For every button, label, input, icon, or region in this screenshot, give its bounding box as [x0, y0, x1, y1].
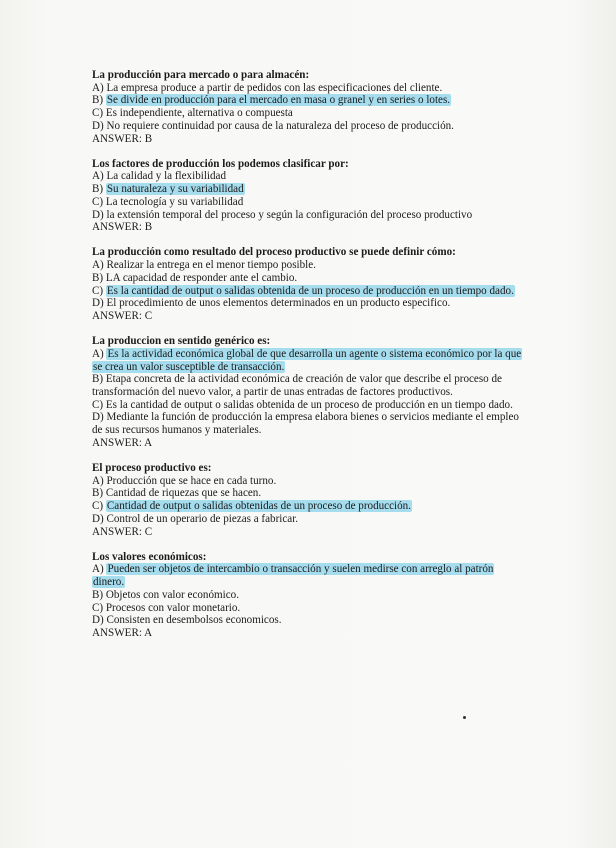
option-b [92, 94, 522, 107]
option-a [92, 259, 522, 272]
option-letter: B) [92, 94, 106, 107]
option-letter: A) [92, 170, 107, 183]
option-letter: A) [92, 347, 107, 360]
option-text: Es la cantidad de output o salidas obtenida de un proceso de producción en un tiempo dado. [105, 398, 513, 411]
option-c [92, 399, 522, 412]
option-text: Objetos con valor económico. [105, 588, 239, 601]
option-b [92, 487, 522, 500]
answer-line: ANSWER: A [92, 626, 153, 639]
question-block [92, 69, 522, 145]
option-letter: D) [92, 208, 107, 221]
question-block [92, 335, 522, 449]
option-text: Producción que se hace en cada turno. [106, 474, 277, 487]
question-title: Los factores de producción los podemos clasificar por: [92, 157, 349, 170]
option-text: No requiere continuidad por causa de la naturaleza del proceso de producción. [106, 119, 454, 132]
option-letter: D) [92, 512, 107, 525]
question-block [92, 462, 522, 538]
question-title: La produccion en sentido genérico es: [92, 335, 271, 348]
option-letter: C) [92, 107, 106, 120]
option-text: Cantidad de riquezas que se hacen. [105, 487, 262, 500]
option-letter: B) [92, 487, 106, 500]
option-d [92, 614, 522, 627]
option-d [92, 411, 522, 436]
option-c [92, 602, 522, 615]
option-d [92, 120, 522, 133]
option-b [92, 589, 522, 602]
option-letter: A) [92, 81, 107, 94]
option-letter: D) [92, 297, 107, 310]
option-text-highlighted: Se divide en producción para el mercado en masa o granel y en series o lotes. [106, 94, 451, 107]
option-letter: D) [92, 411, 107, 424]
option-c [92, 285, 522, 298]
option-text: Procesos con valor monetario. [105, 601, 241, 614]
option-letter: B) [92, 271, 106, 284]
option-letter: C) [92, 601, 106, 614]
answer-line: ANSWER: B [92, 132, 153, 145]
option-text-highlighted: Es la cantidad de output o salidas obtenida de un proceso de producción en un tiempo dado. [106, 284, 514, 297]
ink-speck [463, 716, 466, 719]
option-text: Etapa concreta de la actividad económica de creación de valor que describe el proceso de transformación del nuevo valor, a partir de unas entradas de factores productivos. [92, 373, 502, 398]
option-text: LA capacidad de responder ante el cambio. [105, 271, 298, 284]
option-text: Realizar la entrega en el menor tiempo posible. [106, 259, 316, 272]
option-text-highlighted: Cantidad de output o salidas obtenidas de un proceso de producción. [106, 500, 411, 513]
option-b [92, 183, 522, 196]
option-letter: C) [92, 284, 106, 297]
option-letter: C) [92, 398, 106, 411]
option-a [92, 82, 522, 95]
option-c [92, 196, 522, 209]
option-text-highlighted: Pueden ser objetos de intercambio o transacción y suelen medirse con arreglo al patrón dinero. [93, 563, 494, 589]
option-letter: B) [92, 373, 106, 386]
option-b [92, 373, 522, 398]
option-letter: B) [92, 588, 106, 601]
option-text: la extensión temporal del proceso y según la configuración del proceso productivo [106, 208, 473, 221]
option-text-highlighted: Su naturaleza y su variabilidad [106, 183, 244, 196]
option-a [92, 563, 522, 588]
question-block [92, 551, 522, 640]
option-text-highlighted: Es la actividad económica global de que desarrolla un agente o sistema económico por la que se crea un valor susceptible de transacción. [93, 347, 522, 373]
option-a [92, 170, 522, 183]
answer-line: ANSWER: C [92, 525, 153, 538]
answer-line: ANSWER: C [92, 309, 153, 322]
option-letter: B) [92, 183, 106, 196]
question-block [92, 158, 522, 234]
answer-line: ANSWER: A [92, 436, 153, 449]
option-text: Consisten en desembolsos economicos. [106, 614, 282, 627]
question-title: El proceso productivo es: [92, 461, 212, 474]
question-block [92, 246, 522, 322]
option-c [92, 500, 522, 513]
option-text: Es independiente, alternativa o compuesta [105, 107, 293, 120]
question-title: La producción como resultado del proceso productivo se puede definir cómo: [92, 246, 456, 259]
option-text: La tecnología y su variabilidad [105, 195, 244, 208]
option-text: Control de un operario de piezas a fabricar. [106, 512, 299, 525]
option-d [92, 297, 522, 310]
question-title: La producción para mercado o para almacén: [92, 69, 310, 81]
option-letter: D) [92, 614, 107, 627]
option-text: El procedimiento de unos elementos determinados en un producto especifico. [106, 297, 451, 310]
quiz-content [92, 69, 522, 652]
question-title: Los valores económicos: [92, 550, 207, 563]
option-letter: D) [92, 119, 107, 132]
option-text: La empresa produce a partir de pedidos con las especificaciones del cliente. [106, 81, 443, 94]
option-text: La calidad y la flexibilidad [106, 170, 227, 183]
option-a [92, 348, 522, 373]
option-b [92, 272, 522, 285]
option-letter: A) [92, 259, 107, 272]
option-d [92, 513, 522, 526]
option-letter: A) [92, 474, 107, 487]
option-letter: A) [92, 563, 107, 576]
answer-line: ANSWER: B [92, 221, 153, 234]
option-letter: C) [92, 195, 106, 208]
option-text: Mediante la función de producción la empresa elabora bienes o servicios mediante el empleo de sus recursos humanos y materiales. [92, 411, 519, 437]
option-a [92, 475, 522, 488]
option-d [92, 209, 522, 222]
option-c [92, 107, 522, 120]
option-letter: C) [92, 500, 106, 513]
